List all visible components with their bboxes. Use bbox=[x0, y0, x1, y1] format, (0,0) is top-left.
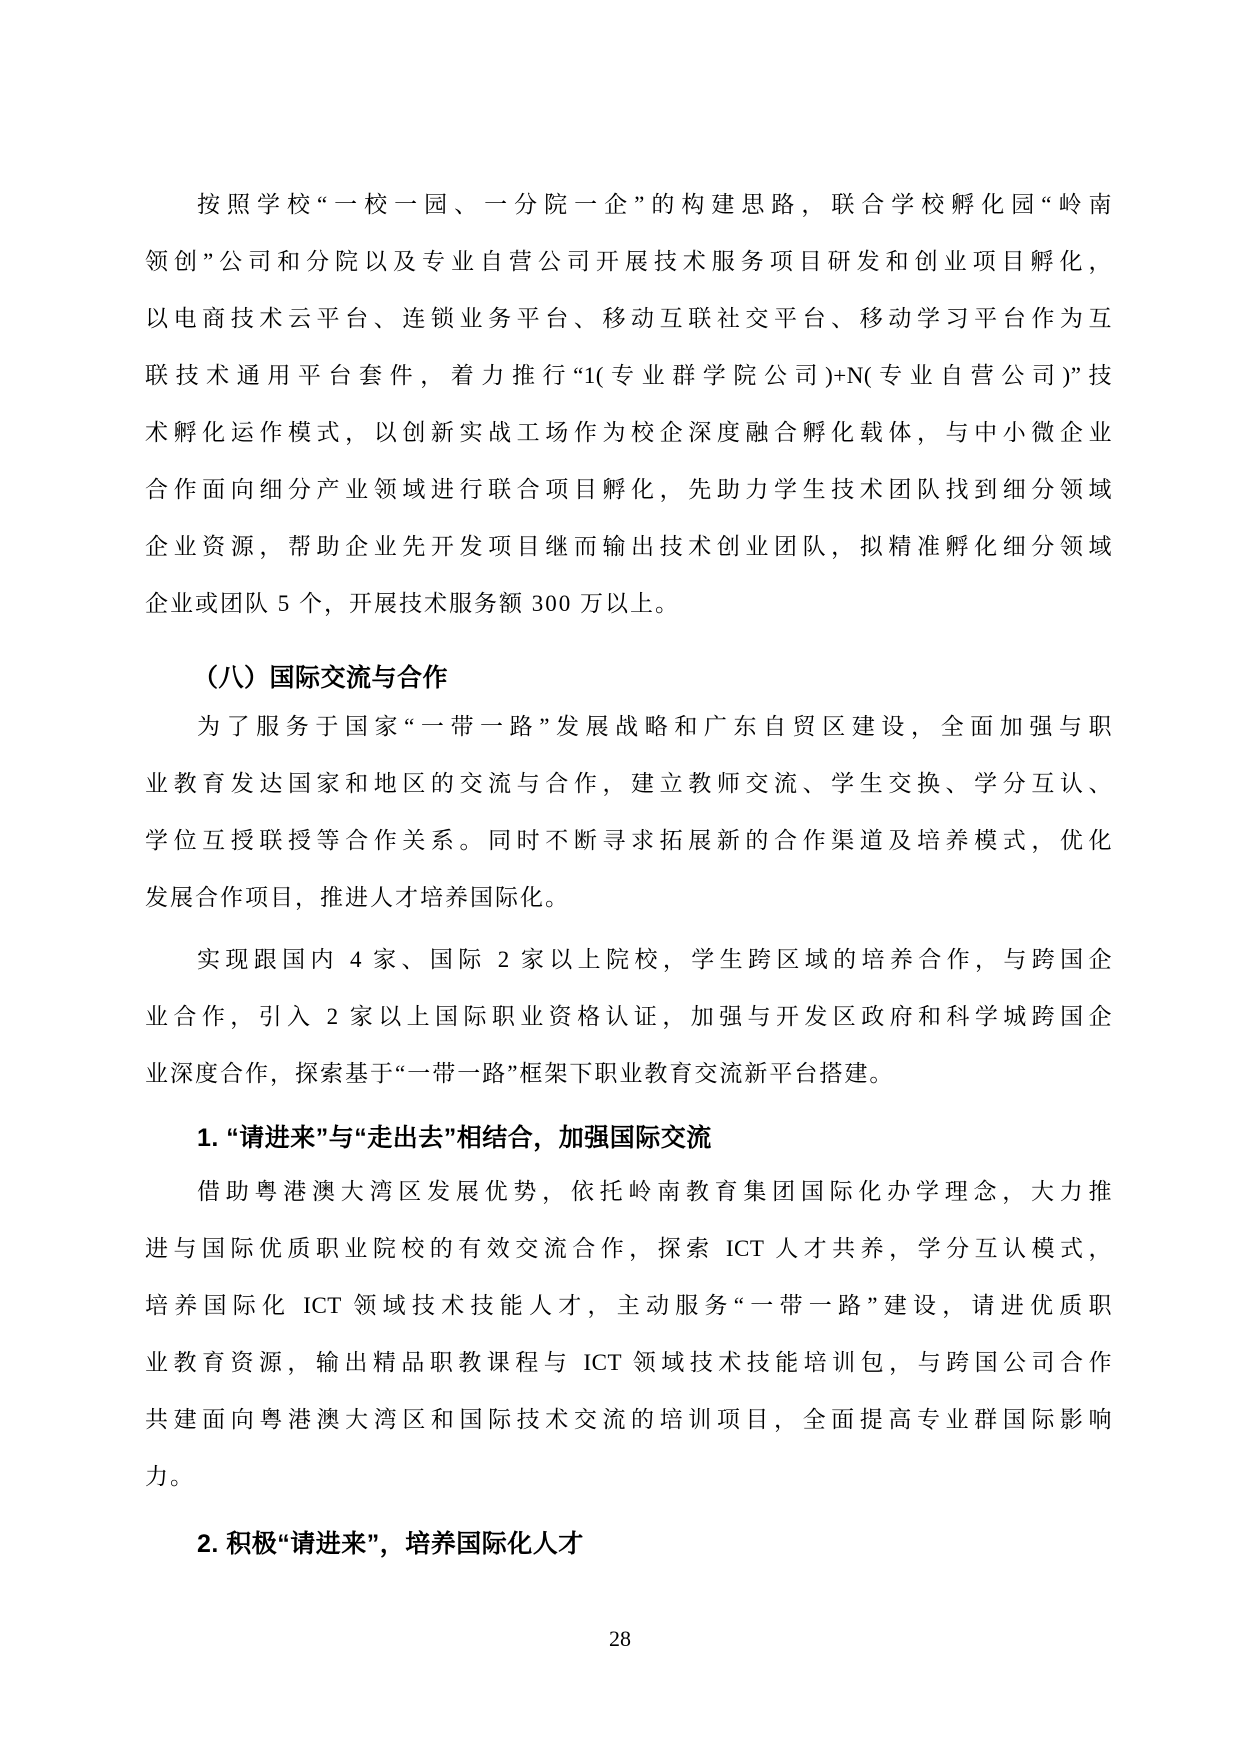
section-heading-international-exchange: （八）国际交流与合作 bbox=[193, 664, 449, 692]
text-line: 术孵化运作模式，以创新实战工场作为校企深度融合孵化载体，与中小微企业 bbox=[145, 420, 1112, 445]
text-line: 力。 bbox=[145, 1464, 195, 1489]
text-line: 进与国际优质职业院校的有效交流合作，探索 ICT 人才共养，学分互认模式， bbox=[145, 1236, 1112, 1261]
text-line: 按照学校“一校一园、一分院一企”的构建思路，联合学校孵化园“岭南 bbox=[197, 192, 1112, 217]
text-line: 为了服务于国家“一带一路”发展战略和广东自贸区建设，全面加强与职 bbox=[197, 714, 1112, 739]
text-line: 业教育发达国家和地区的交流与合作，建立教师交流、学生交换、学分互认、 bbox=[145, 771, 1112, 796]
text-line: 企业或团队 5 个，开展技术服务额 300 万以上。 bbox=[145, 591, 680, 616]
subsection-heading-1: 1. “请进来”与“走出去”相结合，加强国际交流 bbox=[197, 1124, 712, 1152]
text-line: 实现跟国内 4 家、国际 2 家以上院校，学生跨区域的培养合作，与跨国企 bbox=[197, 947, 1112, 972]
text-line: 发展合作项目，推进人才培养国际化。 bbox=[145, 885, 570, 910]
text-line: 业深度合作，探索基于“一带一路”框架下职业教育交流新平台搭建。 bbox=[145, 1061, 895, 1086]
text-line: 领创”公司和分院以及专业自营公司开展技术服务项目研发和创业项目孵化， bbox=[145, 249, 1112, 274]
paragraph-cooperation-targets bbox=[145, 931, 1112, 1102]
text-line: 企业资源，帮助企业先开发项目继而输出技术创业团队，拟精准孵化细分领域 bbox=[145, 534, 1112, 559]
text-line: 培养国际化 ICT 领域技术技能人才，主动服务“一带一路”建设，请进优质职 bbox=[145, 1293, 1112, 1318]
paragraph-greater-bay-area bbox=[145, 1163, 1112, 1505]
text-line: 共建面向粤港澳大湾区和国际技术交流的培训项目，全面提高专业群国际影响 bbox=[145, 1407, 1112, 1432]
text-line: 业合作，引入 2 家以上国际职业资格认证，加强与开发区政府和科学城跨国企 bbox=[145, 1004, 1112, 1029]
text-line: 联技术通用平台套件，着力推行“1(专业群学院公司)+N(专业自营公司)”技 bbox=[145, 363, 1112, 388]
text-line: 学位互授联授等合作关系。同时不断寻求拓展新的合作渠道及培养模式，优化 bbox=[145, 828, 1112, 853]
text-line: 业教育资源，输出精品职教课程与 ICT 领域技术技能培训包，与跨国公司合作 bbox=[145, 1350, 1112, 1375]
subsection-heading-2: 2. 积极“请进来”，培养国际化人才 bbox=[197, 1530, 584, 1558]
text-line: 借助粤港澳大湾区发展优势，依托岭南教育集团国际化办学理念，大力推 bbox=[197, 1179, 1112, 1204]
text-line: 合作面向细分产业领域进行联合项目孵化，先助力学生技术团队找到细分领域 bbox=[145, 477, 1112, 502]
page-number: 28 bbox=[609, 1626, 631, 1651]
paragraph-belt-and-road-strategy bbox=[145, 698, 1112, 926]
paragraph-incubation-plan bbox=[145, 176, 1112, 632]
text-line: 以电商技术云平台、连锁业务平台、移动互联社交平台、移动学习平台作为互 bbox=[145, 306, 1112, 331]
